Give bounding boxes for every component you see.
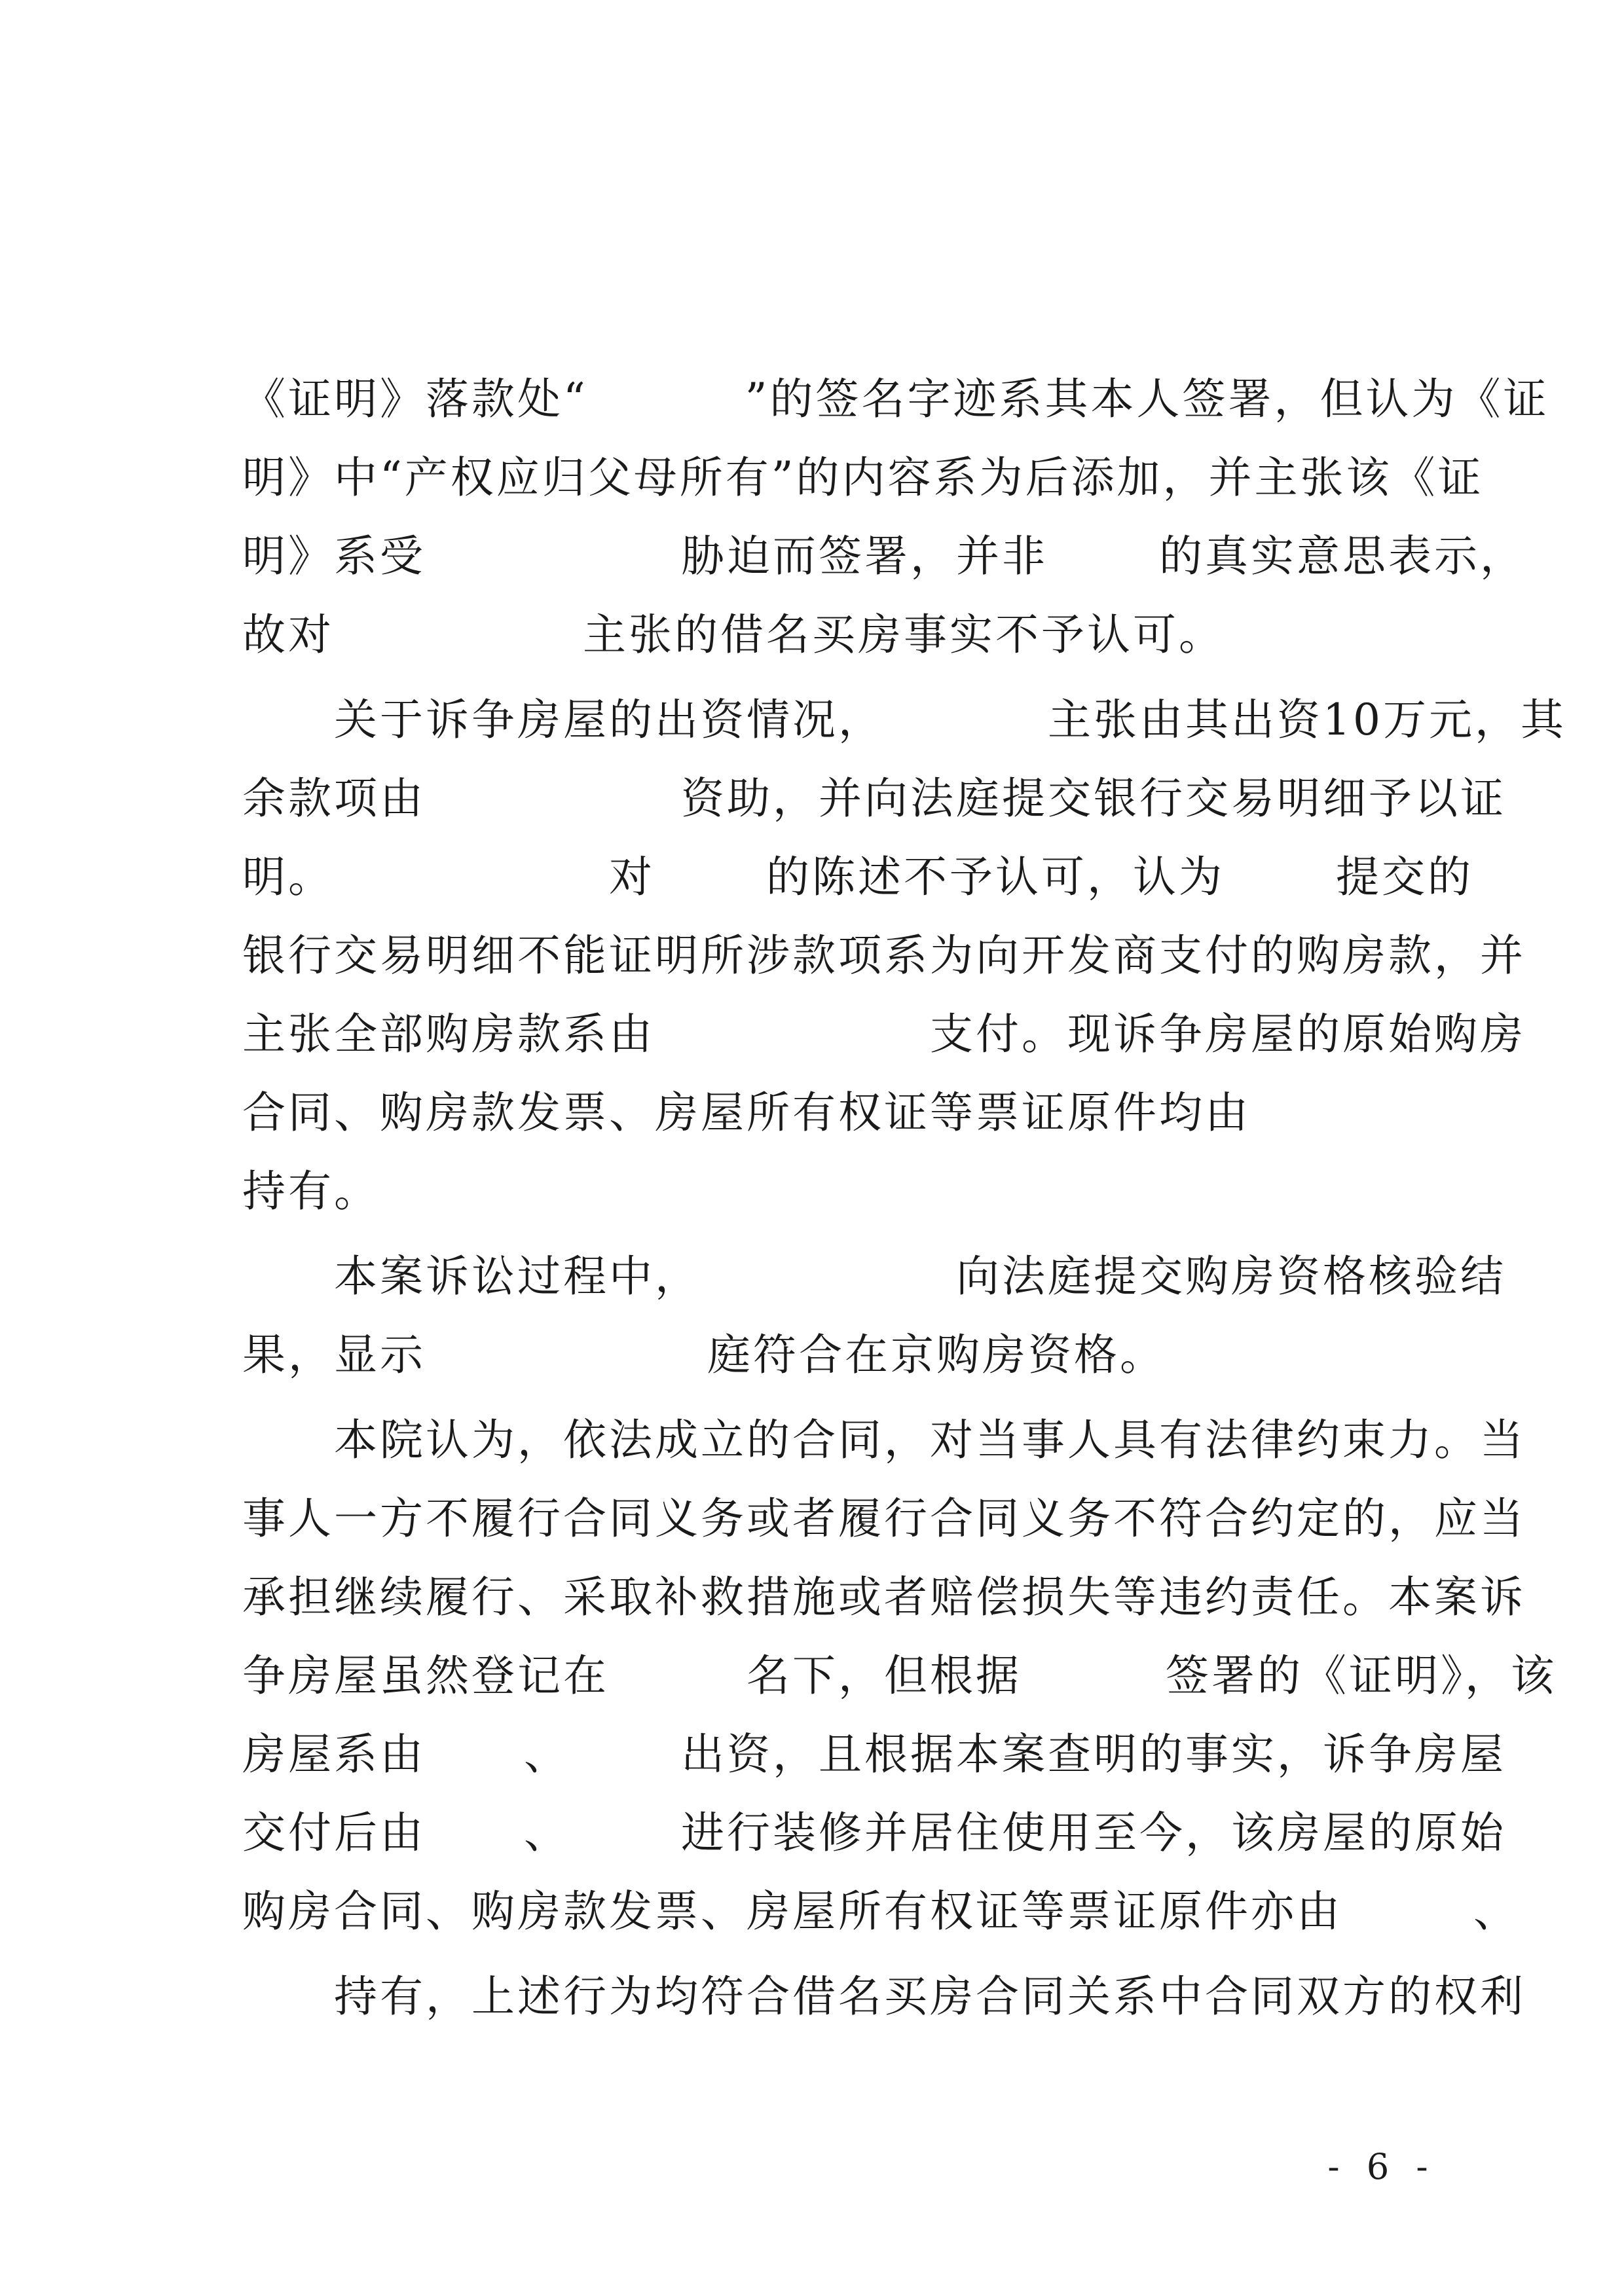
text-segment: 本院认为，依法成立的合同，对当事人具有法律约束力。当 bbox=[334, 1415, 1526, 1465]
text-segment: 进行装修并居住使用至今，该房屋的原始 bbox=[681, 1808, 1506, 1858]
text-segment: 、 bbox=[524, 1808, 570, 1858]
text-segment: 向法庭提交购房资格核验结 bbox=[956, 1251, 1506, 1302]
text-line bbox=[334, 1241, 1578, 1313]
text-segment: 支付。现诉争房屋的原始购房 bbox=[930, 1009, 1526, 1059]
text-segment: 胁迫而签署，并非 bbox=[681, 531, 1048, 581]
text-line bbox=[334, 1404, 1578, 1476]
text-line bbox=[242, 363, 1549, 435]
text-segment: 余款项由 bbox=[242, 773, 426, 824]
text-segment: 持有，上述行为均符合借名买房合同关系中合同双方的权利 bbox=[334, 1971, 1526, 2022]
text-line bbox=[242, 998, 1526, 1070]
text-line bbox=[242, 1561, 1526, 1633]
text-line bbox=[242, 1876, 1519, 1948]
text-segment: 签署的《证明》，该 bbox=[1166, 1650, 1557, 1701]
text-line bbox=[242, 1640, 1557, 1712]
text-segment: 名下，但根据 bbox=[747, 1650, 1022, 1701]
text-line bbox=[242, 1319, 1486, 1391]
text-segment: 主张的借名买房事实不予认可。 bbox=[583, 610, 1225, 660]
text-segment: 出资，且根据本案查明的事实，诉争房屋 bbox=[681, 1729, 1506, 1779]
text-line bbox=[242, 520, 1526, 592]
text-segment: 交付后由 bbox=[242, 1808, 426, 1858]
text-line bbox=[242, 763, 1506, 835]
page-number: - 6 - bbox=[1327, 2146, 1436, 2187]
text-segment: 合同、购房款发票、房屋所有权证等票证原件均由 bbox=[242, 1087, 1251, 1138]
text-line bbox=[242, 1156, 1486, 1228]
text-segment: 本案诉讼过程中， bbox=[334, 1251, 701, 1302]
text-line bbox=[242, 599, 1486, 671]
text-line bbox=[334, 684, 1578, 756]
text-segment: 银行交易明细不能证明所涉款项系为向开发商支付的购房款，并 bbox=[242, 930, 1526, 981]
text-segment: 的真实意思表示， bbox=[1159, 531, 1526, 581]
text-segment: 《证明》落款处“ bbox=[242, 374, 588, 424]
text-segment: ”的签名字迹系其本人签署，但认为《证 bbox=[745, 374, 1549, 424]
text-segment: 提交的 bbox=[1336, 852, 1473, 902]
text-segment: 对 bbox=[609, 852, 655, 902]
text-segment: 持有。 bbox=[242, 1166, 380, 1216]
text-segment: 主张全部购房款系由 bbox=[242, 1009, 655, 1059]
text-segment: 主张由其出资10万元，其 bbox=[1048, 695, 1566, 745]
text-line bbox=[242, 1077, 1486, 1149]
text-segment: 明》中“产权应归父母所有”的内容系为后添加，并主张该《证 bbox=[242, 452, 1484, 503]
text-line bbox=[242, 1719, 1506, 1791]
text-segment: 果，显示 bbox=[242, 1330, 426, 1380]
text-segment: 故对 bbox=[242, 610, 334, 660]
text-line bbox=[242, 841, 1486, 913]
text-line bbox=[242, 1797, 1506, 1869]
text-segment: 庭符合在京购房资格。 bbox=[707, 1330, 1166, 1380]
text-segment: 明》系受 bbox=[242, 531, 426, 581]
text-segment: 、 bbox=[524, 1729, 570, 1779]
text-line bbox=[334, 1961, 1578, 2033]
text-segment: 房屋系由 bbox=[242, 1729, 426, 1779]
text-line bbox=[242, 1483, 1526, 1555]
text-line bbox=[242, 442, 1486, 514]
text-segment: 的陈述不予认可，认为 bbox=[766, 852, 1225, 902]
text-segment: 、 bbox=[1473, 1886, 1519, 1937]
text-segment: 事人一方不履行合同义务或者履行合同义务不符合约定的，应当 bbox=[242, 1493, 1526, 1544]
text-segment: 资助，并向法庭提交银行交易明细予以证 bbox=[681, 773, 1506, 824]
text-segment: 承担继续履行、采取补救措施或者赔偿损失等违约责任。本案诉 bbox=[242, 1572, 1526, 1622]
text-segment: 购房合同、购房款发票、房屋所有权证等票证原件亦由 bbox=[242, 1886, 1342, 1937]
text-segment: 争房屋虽然登记在 bbox=[242, 1650, 609, 1701]
text-segment: 明。 bbox=[242, 852, 334, 902]
text-line bbox=[242, 920, 1526, 992]
text-segment: 关于诉争房屋的出资情况， bbox=[334, 695, 884, 745]
